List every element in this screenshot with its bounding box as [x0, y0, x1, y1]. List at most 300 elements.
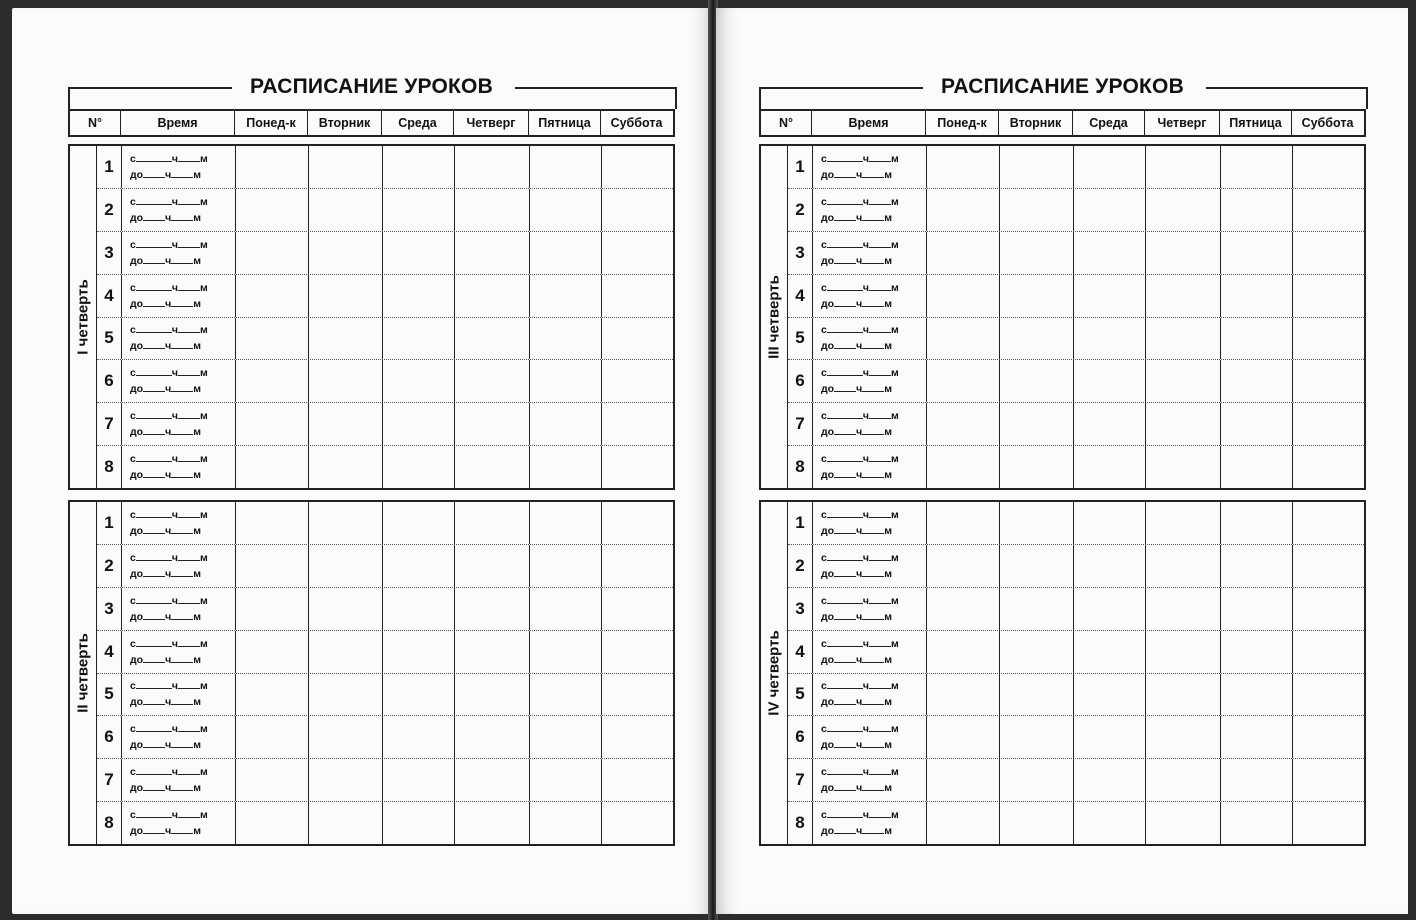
hour-blank[interactable]	[150, 281, 172, 291]
lesson-cell-Четверг[interactable]	[1146, 588, 1221, 630]
lesson-cell-Среда[interactable]	[1074, 318, 1146, 360]
hour-blank[interactable]	[143, 524, 165, 534]
time-cell[interactable]	[813, 403, 927, 445]
lesson-cell-Среда[interactable]	[383, 318, 455, 360]
hour-blank[interactable]	[143, 211, 165, 221]
minute-blank[interactable]	[171, 254, 193, 264]
hour-blank[interactable]	[150, 808, 172, 818]
minute-blank[interactable]	[862, 781, 884, 791]
hour-blank[interactable]	[150, 722, 172, 732]
lesson-cell-Пятница[interactable]	[1221, 189, 1293, 231]
lesson-cell-Вторник[interactable]	[309, 759, 383, 801]
hour-blank[interactable]	[841, 508, 863, 518]
lesson-cell-Суббота[interactable]	[1293, 588, 1364, 630]
lesson-cell-Вторник[interactable]	[1000, 446, 1074, 488]
hour-blank[interactable]	[834, 468, 856, 478]
lesson-cell-Суббота[interactable]	[1293, 360, 1364, 402]
lesson-cell-Суббота[interactable]	[1293, 232, 1364, 274]
hour-blank[interactable]	[834, 653, 856, 663]
time-cell[interactable]	[122, 802, 236, 844]
hour-blank[interactable]	[841, 808, 863, 818]
lesson-cell-Четверг[interactable]	[1146, 146, 1221, 188]
hour-blank[interactable]	[143, 781, 165, 791]
lesson-cell-Пятница[interactable]	[1221, 318, 1293, 360]
lesson-cell-Понед-к[interactable]	[927, 674, 1000, 716]
hour-blank[interactable]	[150, 323, 172, 333]
minute-blank[interactable]	[171, 468, 193, 478]
time-cell[interactable]	[813, 759, 927, 801]
lesson-cell-Пятница[interactable]	[530, 716, 602, 758]
lesson-cell-Четверг[interactable]	[1146, 318, 1221, 360]
lesson-cell-Понед-к[interactable]	[236, 446, 309, 488]
lesson-cell-Вторник[interactable]	[1000, 588, 1074, 630]
hour-blank[interactable]	[150, 508, 172, 518]
hour-blank[interactable]	[834, 824, 856, 834]
lesson-cell-Четверг[interactable]	[1146, 802, 1221, 844]
lesson-cell-Вторник[interactable]	[309, 189, 383, 231]
lesson-cell-Четверг[interactable]	[455, 502, 530, 544]
lesson-cell-Суббота[interactable]	[1293, 802, 1364, 844]
lesson-cell-Суббота[interactable]	[602, 146, 673, 188]
hour-blank[interactable]	[834, 524, 856, 534]
minute-blank[interactable]	[178, 722, 200, 732]
lesson-cell-Вторник[interactable]	[309, 446, 383, 488]
minute-blank[interactable]	[178, 152, 200, 162]
minute-blank[interactable]	[869, 637, 891, 647]
lesson-cell-Среда[interactable]	[1074, 802, 1146, 844]
lesson-cell-Среда[interactable]	[383, 360, 455, 402]
hour-blank[interactable]	[834, 610, 856, 620]
lesson-cell-Четверг[interactable]	[1146, 545, 1221, 587]
lesson-cell-Понед-к[interactable]	[236, 232, 309, 274]
lesson-cell-Понед-к[interactable]	[236, 318, 309, 360]
minute-blank[interactable]	[178, 765, 200, 775]
time-cell[interactable]	[813, 802, 927, 844]
lesson-cell-Пятница[interactable]	[530, 588, 602, 630]
time-cell[interactable]	[813, 275, 927, 317]
lesson-cell-Пятница[interactable]	[1221, 232, 1293, 274]
lesson-cell-Вторник[interactable]	[309, 146, 383, 188]
lesson-cell-Четверг[interactable]	[1146, 674, 1221, 716]
lesson-cell-Суббота[interactable]	[1293, 189, 1364, 231]
lesson-cell-Среда[interactable]	[1074, 232, 1146, 274]
lesson-cell-Понед-к[interactable]	[927, 759, 1000, 801]
lesson-cell-Суббота[interactable]	[1293, 146, 1364, 188]
minute-blank[interactable]	[171, 610, 193, 620]
lesson-cell-Пятница[interactable]	[1221, 759, 1293, 801]
lesson-cell-Понед-к[interactable]	[927, 802, 1000, 844]
minute-blank[interactable]	[869, 238, 891, 248]
time-cell[interactable]	[813, 446, 927, 488]
hour-blank[interactable]	[150, 637, 172, 647]
minute-blank[interactable]	[869, 594, 891, 604]
lesson-cell-Суббота[interactable]	[602, 189, 673, 231]
hour-blank[interactable]	[143, 425, 165, 435]
hour-blank[interactable]	[841, 195, 863, 205]
hour-blank[interactable]	[143, 254, 165, 264]
hour-blank[interactable]	[841, 366, 863, 376]
lesson-cell-Вторник[interactable]	[1000, 146, 1074, 188]
minute-blank[interactable]	[869, 152, 891, 162]
minute-blank[interactable]	[862, 738, 884, 748]
lesson-cell-Вторник[interactable]	[1000, 631, 1074, 673]
hour-blank[interactable]	[841, 722, 863, 732]
hour-blank[interactable]	[841, 765, 863, 775]
lesson-cell-Среда[interactable]	[383, 446, 455, 488]
hour-blank[interactable]	[150, 765, 172, 775]
lesson-cell-Вторник[interactable]	[1000, 674, 1074, 716]
lesson-cell-Понед-к[interactable]	[236, 716, 309, 758]
lesson-cell-Суббота[interactable]	[1293, 674, 1364, 716]
lesson-cell-Пятница[interactable]	[530, 674, 602, 716]
lesson-cell-Четверг[interactable]	[455, 232, 530, 274]
minute-blank[interactable]	[862, 695, 884, 705]
lesson-cell-Суббота[interactable]	[602, 588, 673, 630]
lesson-cell-Понед-к[interactable]	[927, 716, 1000, 758]
lesson-cell-Четверг[interactable]	[455, 674, 530, 716]
minute-blank[interactable]	[869, 551, 891, 561]
time-cell[interactable]	[813, 588, 927, 630]
lesson-cell-Суббота[interactable]	[602, 759, 673, 801]
lesson-cell-Суббота[interactable]	[602, 502, 673, 544]
lesson-cell-Пятница[interactable]	[1221, 502, 1293, 544]
lesson-cell-Суббота[interactable]	[1293, 502, 1364, 544]
lesson-cell-Четверг[interactable]	[455, 360, 530, 402]
hour-blank[interactable]	[150, 152, 172, 162]
lesson-cell-Вторник[interactable]	[1000, 189, 1074, 231]
lesson-cell-Четверг[interactable]	[455, 545, 530, 587]
hour-blank[interactable]	[834, 168, 856, 178]
lesson-cell-Четверг[interactable]	[455, 716, 530, 758]
lesson-cell-Среда[interactable]	[383, 403, 455, 445]
minute-blank[interactable]	[171, 524, 193, 534]
lesson-cell-Пятница[interactable]	[1221, 446, 1293, 488]
minute-blank[interactable]	[862, 824, 884, 834]
lesson-cell-Среда[interactable]	[1074, 360, 1146, 402]
lesson-cell-Вторник[interactable]	[309, 275, 383, 317]
lesson-cell-Четверг[interactable]	[1146, 189, 1221, 231]
minute-blank[interactable]	[178, 195, 200, 205]
lesson-cell-Среда[interactable]	[383, 588, 455, 630]
lesson-cell-Суббота[interactable]	[602, 545, 673, 587]
hour-blank[interactable]	[841, 409, 863, 419]
minute-blank[interactable]	[869, 679, 891, 689]
hour-blank[interactable]	[841, 679, 863, 689]
lesson-cell-Суббота[interactable]	[1293, 759, 1364, 801]
lesson-cell-Суббота[interactable]	[1293, 318, 1364, 360]
hour-blank[interactable]	[143, 695, 165, 705]
lesson-cell-Суббота[interactable]	[602, 360, 673, 402]
lesson-cell-Понед-к[interactable]	[236, 189, 309, 231]
lesson-cell-Понед-к[interactable]	[927, 360, 1000, 402]
lesson-cell-Понед-к[interactable]	[236, 502, 309, 544]
minute-blank[interactable]	[171, 781, 193, 791]
lesson-cell-Пятница[interactable]	[1221, 275, 1293, 317]
lesson-cell-Четверг[interactable]	[455, 588, 530, 630]
time-cell[interactable]	[122, 232, 236, 274]
hour-blank[interactable]	[841, 452, 863, 462]
lesson-cell-Пятница[interactable]	[530, 189, 602, 231]
lesson-cell-Четверг[interactable]	[455, 189, 530, 231]
minute-blank[interactable]	[178, 594, 200, 604]
lesson-cell-Вторник[interactable]	[1000, 232, 1074, 274]
time-cell[interactable]	[122, 502, 236, 544]
lesson-cell-Четверг[interactable]	[1146, 275, 1221, 317]
lesson-cell-Вторник[interactable]	[309, 674, 383, 716]
minute-blank[interactable]	[171, 653, 193, 663]
lesson-cell-Понед-к[interactable]	[236, 631, 309, 673]
lesson-cell-Суббота[interactable]	[602, 631, 673, 673]
lesson-cell-Среда[interactable]	[1074, 545, 1146, 587]
lesson-cell-Пятница[interactable]	[530, 403, 602, 445]
lesson-cell-Среда[interactable]	[1074, 502, 1146, 544]
minute-blank[interactable]	[862, 610, 884, 620]
minute-blank[interactable]	[171, 382, 193, 392]
hour-blank[interactable]	[143, 738, 165, 748]
lesson-cell-Четверг[interactable]	[1146, 631, 1221, 673]
lesson-cell-Четверг[interactable]	[455, 146, 530, 188]
hour-blank[interactable]	[841, 152, 863, 162]
lesson-cell-Понед-к[interactable]	[927, 232, 1000, 274]
hour-blank[interactable]	[834, 425, 856, 435]
lesson-cell-Вторник[interactable]	[309, 318, 383, 360]
minute-blank[interactable]	[862, 168, 884, 178]
lesson-cell-Вторник[interactable]	[309, 631, 383, 673]
lesson-cell-Четверг[interactable]	[455, 318, 530, 360]
lesson-cell-Вторник[interactable]	[1000, 759, 1074, 801]
lesson-cell-Пятница[interactable]	[1221, 631, 1293, 673]
hour-blank[interactable]	[834, 382, 856, 392]
time-cell[interactable]	[813, 674, 927, 716]
minute-blank[interactable]	[171, 567, 193, 577]
time-cell[interactable]	[122, 403, 236, 445]
lesson-cell-Вторник[interactable]	[1000, 275, 1074, 317]
lesson-cell-Четверг[interactable]	[1146, 360, 1221, 402]
lesson-cell-Среда[interactable]	[383, 189, 455, 231]
lesson-cell-Четверг[interactable]	[1146, 759, 1221, 801]
lesson-cell-Четверг[interactable]	[1146, 502, 1221, 544]
time-cell[interactable]	[813, 631, 927, 673]
minute-blank[interactable]	[862, 297, 884, 307]
minute-blank[interactable]	[862, 382, 884, 392]
time-cell[interactable]	[122, 318, 236, 360]
hour-blank[interactable]	[143, 824, 165, 834]
hour-blank[interactable]	[834, 254, 856, 264]
time-cell[interactable]	[122, 545, 236, 587]
lesson-cell-Среда[interactable]	[383, 674, 455, 716]
lesson-cell-Среда[interactable]	[383, 275, 455, 317]
lesson-cell-Вторник[interactable]	[309, 545, 383, 587]
lesson-cell-Четверг[interactable]	[1146, 446, 1221, 488]
lesson-cell-Понед-к[interactable]	[927, 146, 1000, 188]
time-cell[interactable]	[122, 631, 236, 673]
lesson-cell-Понед-к[interactable]	[927, 631, 1000, 673]
hour-blank[interactable]	[150, 195, 172, 205]
time-cell[interactable]	[813, 716, 927, 758]
lesson-cell-Суббота[interactable]	[602, 674, 673, 716]
minute-blank[interactable]	[869, 808, 891, 818]
minute-blank[interactable]	[171, 211, 193, 221]
hour-blank[interactable]	[150, 452, 172, 462]
lesson-cell-Среда[interactable]	[1074, 674, 1146, 716]
hour-blank[interactable]	[841, 551, 863, 561]
lesson-cell-Пятница[interactable]	[530, 318, 602, 360]
lesson-cell-Вторник[interactable]	[1000, 318, 1074, 360]
lesson-cell-Вторник[interactable]	[1000, 802, 1074, 844]
lesson-cell-Суббота[interactable]	[602, 232, 673, 274]
minute-blank[interactable]	[862, 653, 884, 663]
minute-blank[interactable]	[178, 637, 200, 647]
lesson-cell-Вторник[interactable]	[309, 802, 383, 844]
lesson-cell-Суббота[interactable]	[1293, 446, 1364, 488]
hour-blank[interactable]	[841, 281, 863, 291]
lesson-cell-Понед-к[interactable]	[236, 588, 309, 630]
minute-blank[interactable]	[869, 409, 891, 419]
hour-blank[interactable]	[143, 297, 165, 307]
lesson-cell-Среда[interactable]	[1074, 759, 1146, 801]
minute-blank[interactable]	[869, 765, 891, 775]
lesson-cell-Пятница[interactable]	[1221, 360, 1293, 402]
hour-blank[interactable]	[150, 238, 172, 248]
lesson-cell-Четверг[interactable]	[455, 759, 530, 801]
hour-blank[interactable]	[143, 567, 165, 577]
lesson-cell-Среда[interactable]	[1074, 446, 1146, 488]
lesson-cell-Среда[interactable]	[383, 146, 455, 188]
minute-blank[interactable]	[178, 452, 200, 462]
lesson-cell-Суббота[interactable]	[602, 275, 673, 317]
hour-blank[interactable]	[143, 468, 165, 478]
minute-blank[interactable]	[869, 508, 891, 518]
hour-blank[interactable]	[834, 211, 856, 221]
lesson-cell-Пятница[interactable]	[530, 631, 602, 673]
lesson-cell-Среда[interactable]	[1074, 631, 1146, 673]
minute-blank[interactable]	[862, 524, 884, 534]
lesson-cell-Суббота[interactable]	[1293, 716, 1364, 758]
hour-blank[interactable]	[841, 238, 863, 248]
lesson-cell-Понед-к[interactable]	[927, 275, 1000, 317]
hour-blank[interactable]	[143, 610, 165, 620]
hour-blank[interactable]	[834, 695, 856, 705]
lesson-cell-Понед-к[interactable]	[236, 545, 309, 587]
lesson-cell-Суббота[interactable]	[602, 318, 673, 360]
lesson-cell-Четверг[interactable]	[1146, 232, 1221, 274]
minute-blank[interactable]	[178, 238, 200, 248]
minute-blank[interactable]	[862, 211, 884, 221]
time-cell[interactable]	[813, 545, 927, 587]
lesson-cell-Среда[interactable]	[1074, 403, 1146, 445]
hour-blank[interactable]	[150, 409, 172, 419]
hour-blank[interactable]	[834, 738, 856, 748]
lesson-cell-Суббота[interactable]	[602, 716, 673, 758]
lesson-cell-Пятница[interactable]	[1221, 674, 1293, 716]
hour-blank[interactable]	[150, 594, 172, 604]
lesson-cell-Четверг[interactable]	[455, 275, 530, 317]
hour-blank[interactable]	[150, 551, 172, 561]
lesson-cell-Суббота[interactable]	[1293, 545, 1364, 587]
hour-blank[interactable]	[143, 339, 165, 349]
lesson-cell-Суббота[interactable]	[1293, 275, 1364, 317]
minute-blank[interactable]	[178, 366, 200, 376]
minute-blank[interactable]	[869, 323, 891, 333]
minute-blank[interactable]	[178, 808, 200, 818]
minute-blank[interactable]	[171, 695, 193, 705]
lesson-cell-Понед-к[interactable]	[236, 802, 309, 844]
minute-blank[interactable]	[178, 679, 200, 689]
minute-blank[interactable]	[171, 297, 193, 307]
minute-blank[interactable]	[869, 195, 891, 205]
lesson-cell-Вторник[interactable]	[309, 588, 383, 630]
hour-blank[interactable]	[841, 637, 863, 647]
lesson-cell-Пятница[interactable]	[530, 545, 602, 587]
lesson-cell-Понед-к[interactable]	[236, 759, 309, 801]
time-cell[interactable]	[813, 318, 927, 360]
minute-blank[interactable]	[178, 281, 200, 291]
lesson-cell-Четверг[interactable]	[455, 403, 530, 445]
lesson-cell-Пятница[interactable]	[530, 275, 602, 317]
lesson-cell-Вторник[interactable]	[1000, 403, 1074, 445]
lesson-cell-Вторник[interactable]	[309, 716, 383, 758]
minute-blank[interactable]	[869, 281, 891, 291]
lesson-cell-Пятница[interactable]	[530, 232, 602, 274]
lesson-cell-Пятница[interactable]	[530, 360, 602, 402]
time-cell[interactable]	[122, 759, 236, 801]
minute-blank[interactable]	[171, 168, 193, 178]
time-cell[interactable]	[122, 588, 236, 630]
hour-blank[interactable]	[143, 168, 165, 178]
minute-blank[interactable]	[862, 567, 884, 577]
lesson-cell-Пятница[interactable]	[530, 502, 602, 544]
lesson-cell-Суббота[interactable]	[602, 446, 673, 488]
minute-blank[interactable]	[178, 551, 200, 561]
lesson-cell-Понед-к[interactable]	[236, 360, 309, 402]
time-cell[interactable]	[813, 232, 927, 274]
hour-blank[interactable]	[143, 382, 165, 392]
hour-blank[interactable]	[834, 297, 856, 307]
hour-blank[interactable]	[834, 781, 856, 791]
hour-blank[interactable]	[834, 567, 856, 577]
minute-blank[interactable]	[171, 738, 193, 748]
lesson-cell-Пятница[interactable]	[530, 146, 602, 188]
lesson-cell-Среда[interactable]	[383, 545, 455, 587]
lesson-cell-Пятница[interactable]	[1221, 802, 1293, 844]
minute-blank[interactable]	[862, 425, 884, 435]
minute-blank[interactable]	[862, 468, 884, 478]
hour-blank[interactable]	[834, 339, 856, 349]
hour-blank[interactable]	[143, 653, 165, 663]
lesson-cell-Пятница[interactable]	[1221, 146, 1293, 188]
lesson-cell-Вторник[interactable]	[1000, 716, 1074, 758]
lesson-cell-Вторник[interactable]	[309, 360, 383, 402]
lesson-cell-Четверг[interactable]	[455, 446, 530, 488]
time-cell[interactable]	[813, 502, 927, 544]
time-cell[interactable]	[122, 275, 236, 317]
lesson-cell-Четверг[interactable]	[455, 631, 530, 673]
time-cell[interactable]	[122, 189, 236, 231]
lesson-cell-Пятница[interactable]	[530, 446, 602, 488]
minute-blank[interactable]	[178, 508, 200, 518]
lesson-cell-Пятница[interactable]	[1221, 545, 1293, 587]
lesson-cell-Пятница[interactable]	[1221, 403, 1293, 445]
lesson-cell-Пятница[interactable]	[1221, 716, 1293, 758]
time-cell[interactable]	[813, 189, 927, 231]
lesson-cell-Среда[interactable]	[383, 502, 455, 544]
lesson-cell-Вторник[interactable]	[309, 403, 383, 445]
lesson-cell-Среда[interactable]	[383, 802, 455, 844]
time-cell[interactable]	[122, 716, 236, 758]
lesson-cell-Среда[interactable]	[383, 631, 455, 673]
hour-blank[interactable]	[841, 323, 863, 333]
time-cell[interactable]	[813, 360, 927, 402]
